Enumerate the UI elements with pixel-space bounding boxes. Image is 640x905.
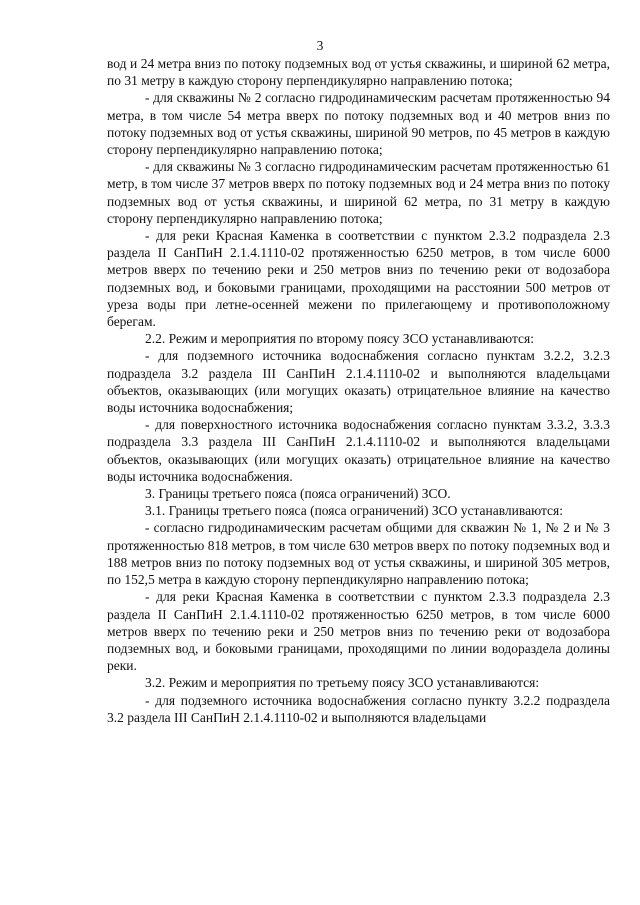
paragraph-well-3: - для скважины № 3 согласно гидродинамическим расчетам протяженностью 61 метр, в том числе 37 метров вверх по потоку подземных вод и 24 метра вниз по потоку подземных вод от устья скважины, и шириной 62 метра, по 31 метру в каждую сторону перпендикулярно направлению потока;: [107, 159, 610, 226]
paragraph-continuation: вод и 24 метра вниз по потоку подземных вод от устья скважины, и шириной 62 метра, по 31 метру в каждую сторону перпендикулярно направлению потока;: [107, 56, 610, 89]
paragraph-wells-zone-3: - согласно гидродинамическим расчетам общими для скважин № 1, № 2 и № 3 протяженностью 818 метров, в том числе 630 метров вверх по потоку подземных вод и 188 метров вниз по потоку подземных вод от устья скважины, и шириной 305 метров, по 152,5 метра в каждую сторону перпендикулярно направлению потока;: [107, 520, 610, 588]
paragraph-underground-source: - для подземного источника водоснабжения согласно пунктам 3.2.2, 3.2.3 подраздела 3.2 раздела III СанПиН 2.1.4.1110-02 и выполняются владельцами объектов, оказывающих (или могущих оказать) отрицательное влияние на качество воды источника водоснабжения;: [107, 348, 610, 416]
page-number: 3: [316, 38, 324, 53]
document-body: [107, 55, 610, 726]
section-heading-3-1: 3.1. Границы третьего пояса (пояса ограничений) ЗСО устанавливаются:: [145, 503, 563, 519]
paragraph-surface-source: - для поверхностного источника водоснабжения согласно пунктам 3.3.2, 3.3.3 подраздела 3.3 раздела III СанПиН 2.1.4.1110-02 и выполняются владельцами объектов, оказывающих (или могущих оказать) отрицательное влияние на качество воды источника водоснабжения.: [107, 417, 610, 484]
section-heading-3: 3. Границы третьего пояса (пояса ограничений) ЗСО.: [145, 486, 451, 502]
paragraph-well-2: - для скважины № 2 согласно гидродинамическим расчетам протяженностью 94 метра, в том числе 54 метра вверх по потоку подземных вод и 40 метров вниз по потоку подземных вод от устья скважины, шириной 90 метров, по 45 метров в каждую сторону перпендикулярно направлению потока;: [107, 90, 610, 158]
paragraph-river-zone-3: - для реки Красная Каменка в соответствии с пунктом 2.3.3 подраздела 2.3 раздела II СанПиН 2.1.4.1110-02 протяженностью 6250 метров, в том числе 6000 метров вверх по течению реки и 250 метров вниз по течению реки от водозабора подземных вод, и боковыми границами, проходящими по линии водораздела долины реки.: [107, 589, 610, 674]
paragraph-river-zone-2: - для реки Красная Каменка в соответствии с пунктом 2.3.2 подраздела 2.3 раздела II СанПиН 2.1.4.1110-02 протяженностью 6250 метров, в том числе 6000 метров вверх по течению реки и 250 метров вниз по течению реки от водозабора подземных вод, и боковыми границами, проходящими на расстоянии 500 метров от уреза воды при летне-осенней межени по прилегающему и противоположному берегам.: [107, 228, 610, 330]
paragraph-underground-zone-3: - для подземного источника водоснабжения согласно пункту 3.2.2 подраздела 3.2 раздела III СанПиН 2.1.4.1110-02 и выполняются владельцами: [107, 692, 610, 725]
section-heading-2-2: 2.2. Режим и мероприятия по второму поясу ЗСО устанавливаются:: [145, 331, 534, 347]
section-heading-3-2: 3.2. Режим и мероприятия по третьему поясу ЗСО устанавливаются:: [145, 675, 540, 691]
